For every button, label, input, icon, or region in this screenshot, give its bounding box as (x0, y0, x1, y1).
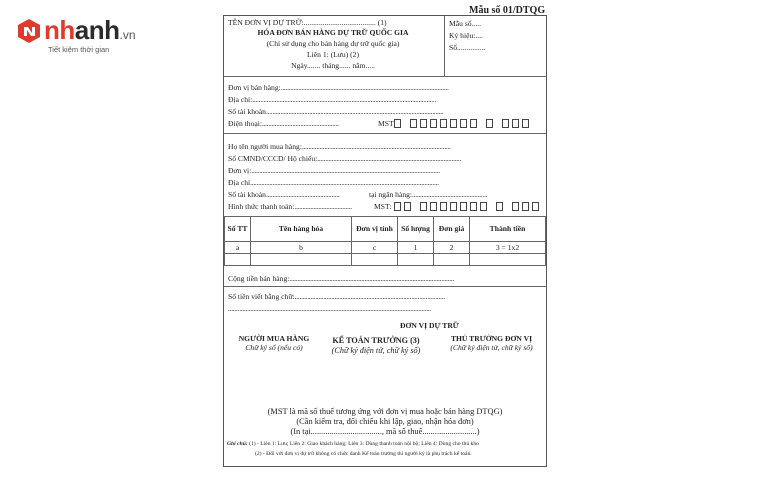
head-signature-note: (Chữ ký điện tử, chữ ký số) (450, 343, 533, 352)
nhanh-logo-icon (16, 18, 42, 44)
table-row (225, 254, 546, 266)
seller-account: Số tài khoản............................................................................................................... (228, 107, 444, 116)
date-line: Ngày....... tháng...... năm..... (291, 61, 375, 70)
divider (224, 286, 546, 287)
form-number: Mẫu số..... (449, 19, 482, 28)
amount-in-words-cont: ............................................................................................................................... (228, 304, 432, 313)
col-header: Thành tiền (470, 217, 546, 242)
seller-phone: Điện thoại:................................................ (228, 119, 339, 128)
table-cell: 1 (398, 242, 434, 254)
divider (224, 133, 546, 134)
buyer-tax-label: MST: (374, 202, 392, 211)
buyer-tax-boxes (394, 202, 539, 211)
buyer-unit: Đơn vị:...................................................................................................................... (228, 166, 440, 175)
buyer-account: Số tài khoản.............................................. (228, 190, 340, 199)
invoice-form (223, 15, 547, 467)
table-cell: 2 (434, 242, 470, 254)
seller-unit: Đơn vị bán hàng:......................................................................................................... (228, 83, 449, 92)
amount-in-words: Số tiền viết bằng chữ:.............................................................................................. (228, 292, 445, 301)
table-cell: 3 = 1x2 (470, 242, 546, 254)
buyer-payment: Hình thức thanh toán:.................................... (228, 202, 352, 211)
seller-address: Địa chỉ:................................................................................................................... (228, 95, 437, 104)
invoice-title: HÓA ĐƠN BÁN HÀNG DỰ TRỮ QUỐC GIA (257, 28, 409, 37)
goods-table (224, 216, 546, 266)
copy-label: Liên 1: (Lưu) (2) (307, 50, 359, 59)
col-header: Đơn vị tính (352, 217, 398, 242)
divider (224, 76, 546, 77)
col-header: Số TT (225, 217, 251, 242)
footer-line-1: (MST là mã số thuế tương ứng với đơn vị mua hoặc bán hàng DTQG) (267, 407, 503, 416)
note-2: (2) - Đối với đơn vị dự trữ không có chức danh Kế toán trưởng thì người ký là phụ trách kế toán. (255, 451, 472, 457)
accountant-signature-note: (Chữ ký điện tử, chữ ký số) (331, 346, 421, 355)
brand-logo[interactable] (16, 15, 166, 55)
table-header-row (225, 217, 546, 242)
table-row (225, 242, 546, 254)
buyer-id: Số CMND/CCCD/ Hộ chiếu:.......................................................................................... (228, 154, 462, 163)
footer-line-3: (In tại.................................., mã số thuế..........................) (290, 427, 480, 436)
brand-name: nhanh.vn (44, 15, 136, 45)
buyer-name: Họ tên người mua hàng:............................................................................................. (228, 142, 451, 151)
buyer-address: Địa chỉ...................................................................................................................... (228, 178, 439, 187)
note-label: Ghi chú: (227, 441, 248, 447)
form-symbol: Ký hiệu:.... (449, 31, 483, 40)
brand-tagline: Tiết kiệm thời gian (48, 45, 110, 54)
table-cell: b (251, 242, 352, 254)
unit-line: TÊN ĐƠN VỊ DỰ TRỮ:...................................... (1) (228, 18, 387, 27)
col-header: Số lượng (398, 217, 434, 242)
buyer-bank: tại ngân hàng:............................................... (369, 190, 488, 199)
seller-tax-label: MST: (378, 119, 396, 128)
invoice-subtitle: (Chỉ sử dụng cho bán hàng dự trữ quốc gia) (266, 39, 400, 48)
reserve-unit-label: ĐƠN VỊ DỰ TRỮ (400, 321, 459, 330)
buyer-signature-title: NGƯỜI MUA HÀNG (238, 334, 310, 343)
col-header: Tên hàng hóa (251, 217, 352, 242)
buyer-signature-note: Chữ ký số (nếu có) (245, 343, 303, 352)
sum-line: Cộng tiền bán hàng:....................................................................................................... (228, 274, 455, 283)
header-divider (444, 16, 445, 76)
col-header: Đơn giá (434, 217, 470, 242)
head-signature-title: THỦ TRƯỞNG ĐƠN VỊ (450, 334, 533, 343)
form-code: Mẫu số 01/DTQG (469, 5, 546, 16)
invoice-number: Số............... (449, 43, 486, 52)
seller-tax-boxes (394, 119, 529, 128)
note-1: Ghi chú: (1) - Liên 1: Lưu; Liên 2: Giao khách hàng; Liên 3: Dùng thanh toán nội bộ; Liên 4: Dùng cho thủ kho (227, 441, 479, 447)
accountant-signature-title: KẾ TOÁN TRƯỞNG (3) (332, 336, 420, 345)
table-cell: c (352, 242, 398, 254)
table-cell: a (225, 242, 251, 254)
footer-line-2: (Cần kiểm tra, đối chiếu khi lập, giao, nhận hóa đơn) (296, 417, 474, 426)
